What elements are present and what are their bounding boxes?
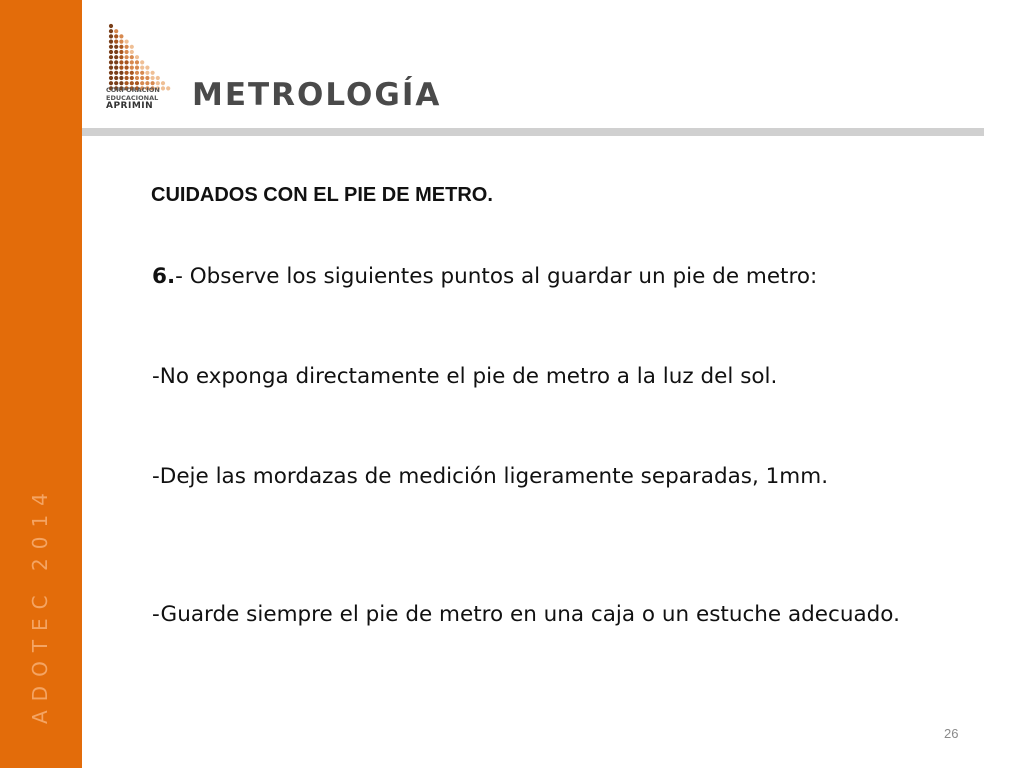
point-1: -No exponga directamente el pie de metro a la luz del sol. bbox=[152, 364, 778, 389]
intro-number: 6. bbox=[152, 264, 176, 289]
logo-text bbox=[106, 86, 176, 110]
intro-text: - Observe los siguientes puntos al guardar un pie de metro: bbox=[175, 264, 818, 289]
header-rule bbox=[82, 128, 984, 136]
point-2: -Deje las mordazas de medición ligeramente separadas, 1mm. bbox=[152, 464, 829, 489]
logo-line-2: EDUCACIONAL bbox=[106, 94, 159, 102]
page-number: 26 bbox=[944, 726, 959, 741]
point-3: -Guarde siempre el pie de metro en una caja o un estuche adecuado. bbox=[152, 602, 900, 627]
logo-brand: APRIMIN bbox=[106, 101, 154, 111]
intro-paragraph bbox=[152, 262, 920, 292]
section-heading: CUIDADOS CON EL PIE DE METRO. bbox=[151, 184, 493, 206]
logo-line-1: CORPORACION bbox=[106, 86, 160, 94]
side-vertical-text: ADOTEC 2014 bbox=[28, 484, 52, 724]
page-title: METROLOGÍA bbox=[192, 77, 442, 113]
